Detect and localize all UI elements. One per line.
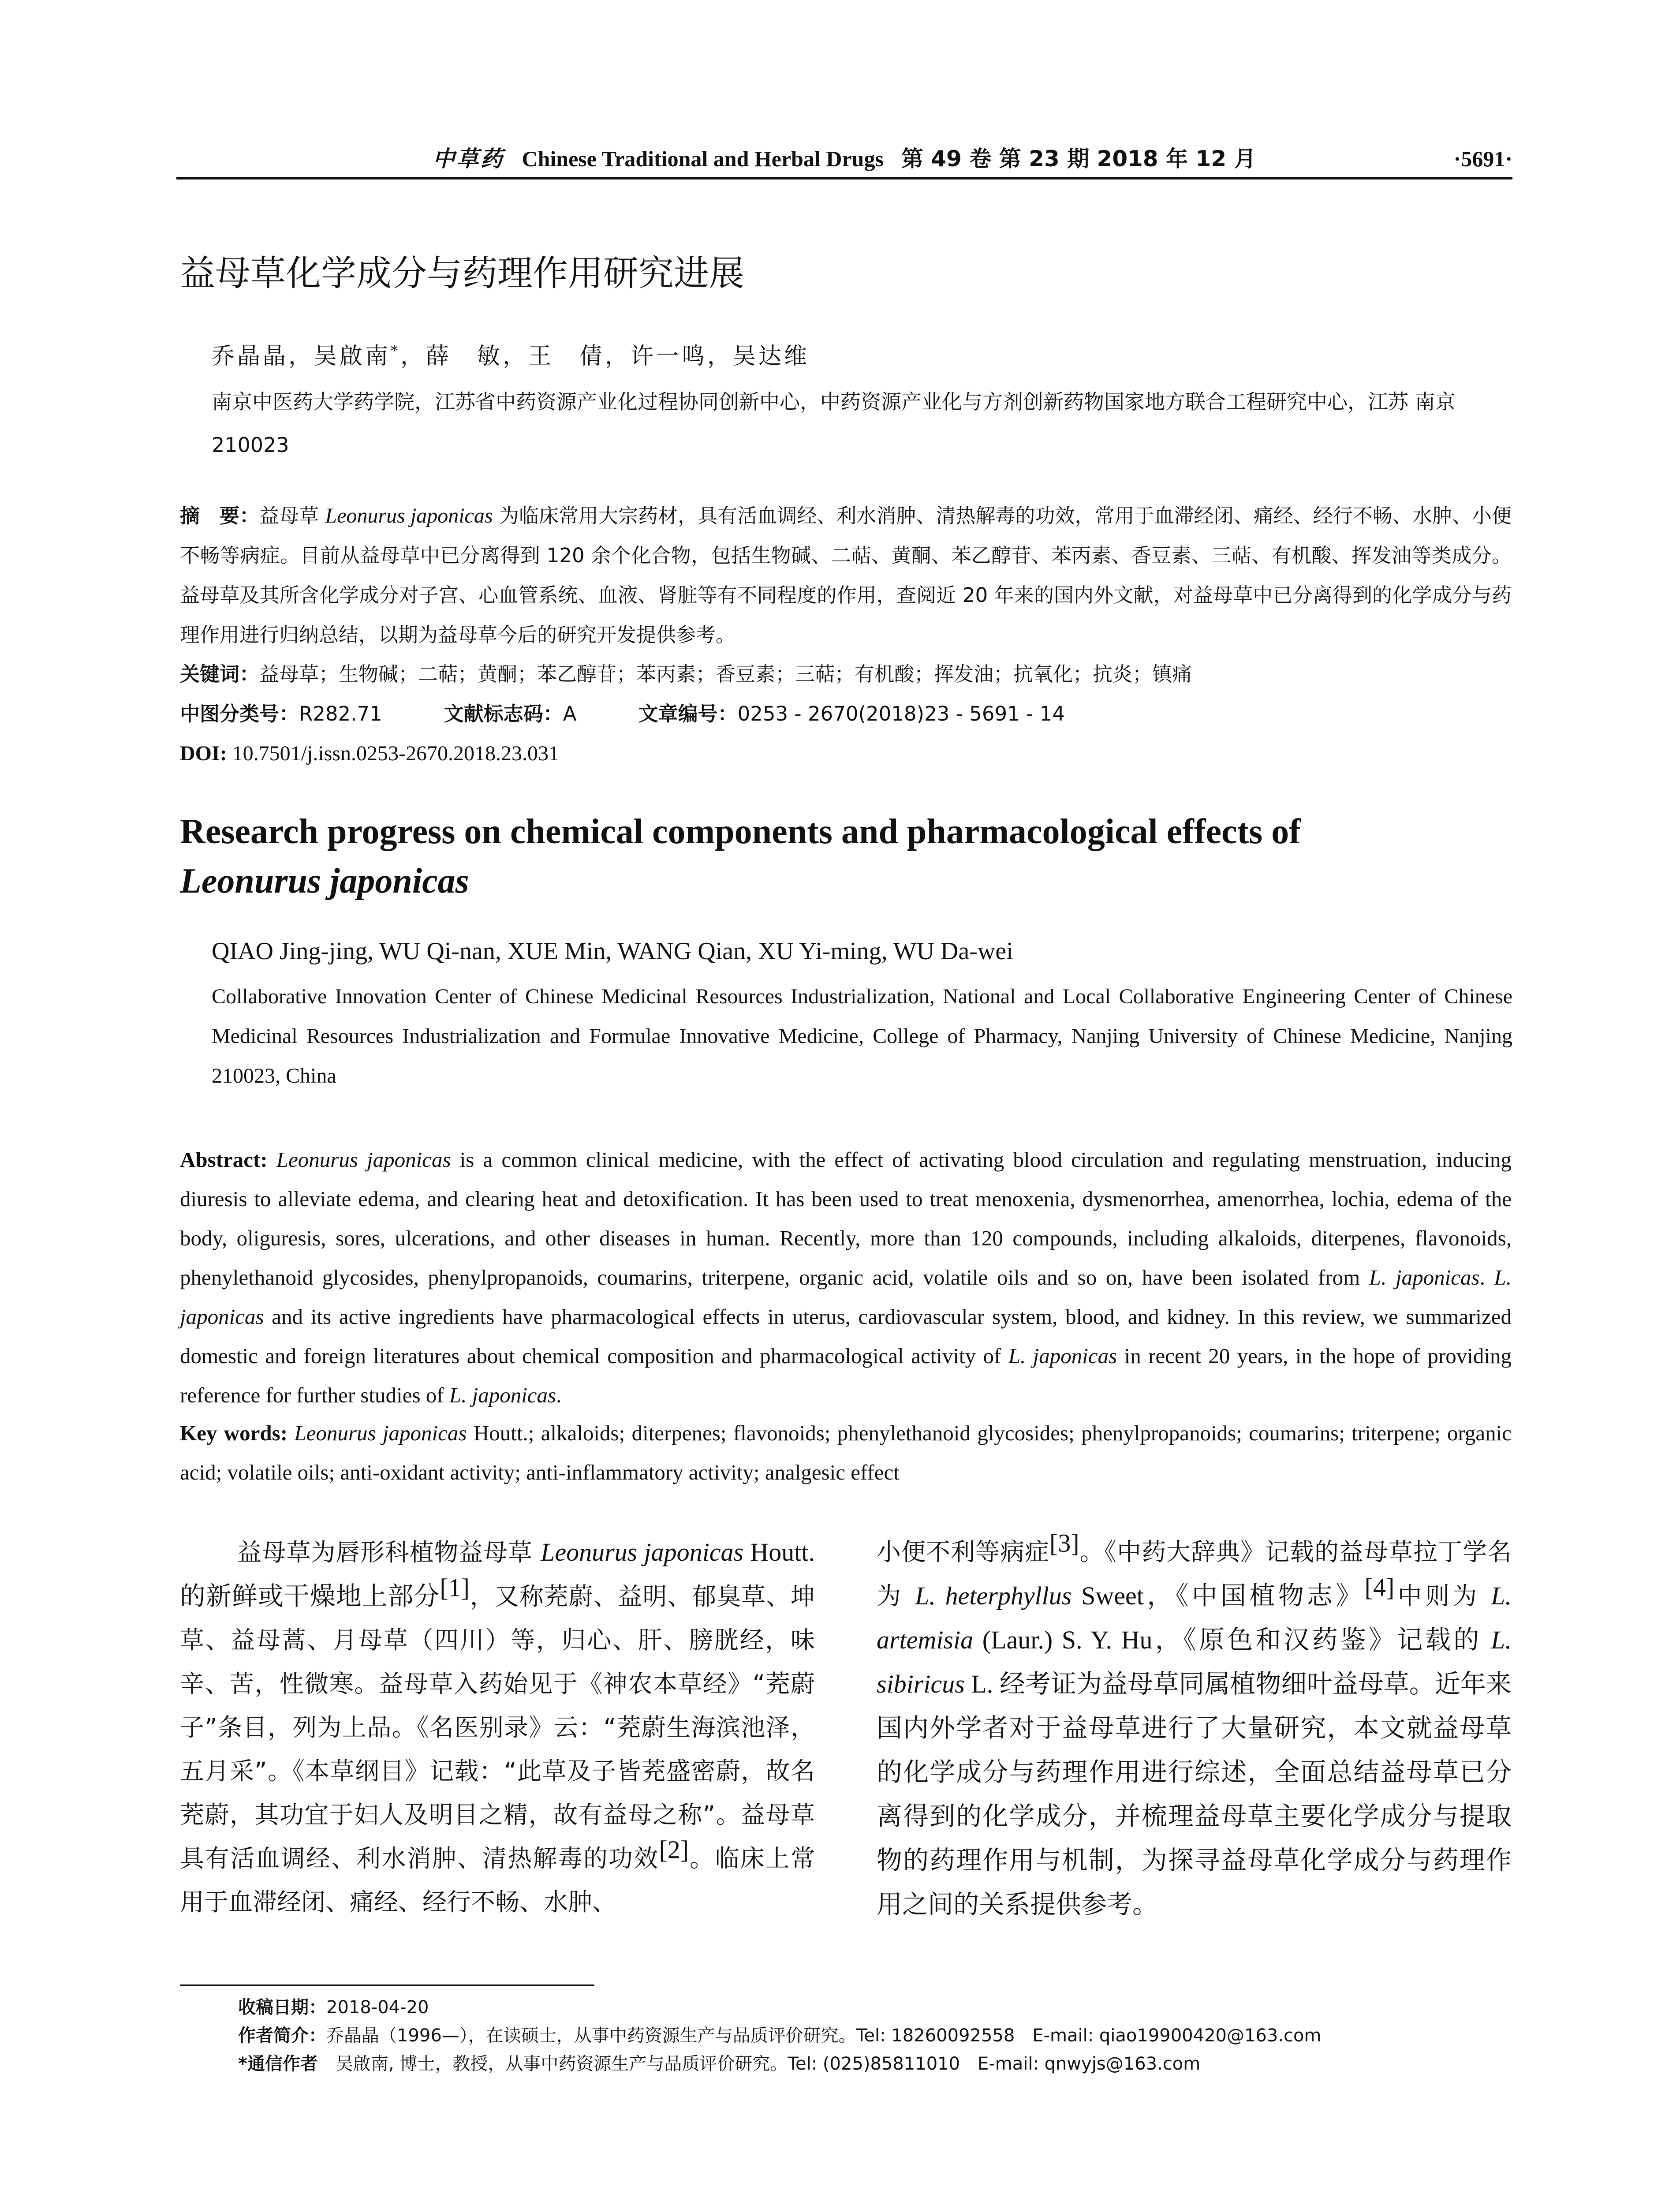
body-text: 益母草为唇形科植物益母草 (237, 1538, 541, 1566)
keywords-cn-text: 益母草；生物碱；二萜；黄酮；苯乙醇苷；苯丙素；香豆素；三萜；有机酸；挥发油；抗氧化；抗炎；镇痛 (259, 662, 1192, 686)
doi-label: DOI: (180, 742, 227, 765)
body-text: 。《中药大辞典》记载的益母草拉丁学名为 (877, 1538, 1512, 1610)
title-en-line1: Research progress on chemical components and pharmacological effects of (180, 812, 1301, 851)
keywords-cn (180, 654, 1512, 694)
article-number-value: 0253 - 2670(2018)23 - 5691 - 14 (737, 702, 1065, 725)
doi-value[interactable]: 10.7501/j.issn.0253-2670.2018.23.031 (227, 742, 560, 765)
running-header-journal (176, 141, 1512, 176)
abstract-en-text: and its active ingredients have pharmacological effects in uterus, cardiovascular system, blood, and kidney. In this review, we summarized domestic and foreign literatures about chemical composition and pharmacological activity of (180, 1304, 1512, 1368)
doi (180, 734, 559, 774)
citation-ref[interactable]: [2] (659, 1835, 689, 1864)
authors-cn-part2: ，薛 敏，王 倩，许一鸣，吴达维 (400, 343, 810, 370)
body-text: L. 经考证为益母草同属植物细叶益母草。近年来国内外学者对于益母草进行了大量研究，本文就益母草的化学成分与药理作用进行综述，全面总结益母草已分离得到的化学成分，并梳理益母草主要化学成分与提取物的药理作用与机制，为探寻益母草化学成分与药理作用之间的关系提供参考。 (877, 1670, 1512, 1919)
article-title-cn: 益母草化学成分与药理作用研究进展 (180, 253, 744, 294)
latin-name: Leonurus japonicas (541, 1538, 744, 1566)
abstract-en-text: in recent 20 years, in the hope of providing reference for further studies of (180, 1344, 1512, 1407)
body-text: 中则为 (1394, 1582, 1491, 1610)
body-text: ，又称茺蔚、益明、郁臭草、坤草、益母蒿、月母草（四川）等，归心、肝、膀胱经，味辛、苦，性微寒。益母草入药始见于《神农本草经》“茺蔚子”条目，列为上品。《名医别录》云：“茺蔚生海滨池泽，五月采”。《本草纲目》记载：“此草及子皆茺盛密蔚，故名茺蔚，其功宜于妇人及明目之精，故有益母之称”。益母草具有活血调经、利水消肿、清热解毒的功效 (180, 1582, 815, 1872)
journal-name-cn: 中草药 (433, 146, 504, 172)
body-text: 小便不利等病症 (877, 1538, 1049, 1566)
footnote-text: 乔晶晶（1996—），在读硕士，从事中药资源生产与品质评价研究。Tel: 18260092558 E-mail: qiao19900420@163.com (326, 2026, 1322, 2046)
abstract-en-text: is a common clinical medicine, with the effect of activating blood circulation and regulating menstruation, inducing diuresis to alleviate edema, and clearing heat and detoxification. It has been used to treat menoxenia, dysmenorrhea, amenorrhea, lochia, edema of the body, oliguresis, sores, ulcerations, and other diseases in human. Recently, more than 120 compounds, including alkaloids, diterpenes, flavonoids, phenylethanoid glycosides, phenylpropanoids, coumarins, triterpene, organic acid, volatile oils and so on, have been isolated from (180, 1147, 1512, 1289)
abstract-cn-label: 摘 要： (180, 504, 260, 527)
abstract-en-text: . (556, 1383, 562, 1407)
issue-info: 第 49 卷 第 23 期 2018 年 12 月 (901, 146, 1256, 172)
latin-name: L. japonicas (1369, 1265, 1480, 1289)
latin-name: L. japonicas (1008, 1344, 1117, 1368)
page-number: ·5691· (1453, 146, 1512, 171)
clc-value: R282.71 (299, 702, 382, 725)
title-en-line2: Leonurus japonicas (180, 862, 469, 901)
classification-line (180, 694, 1065, 734)
journal-name-en: Chinese Traditional and Herbal Drugs (522, 146, 884, 171)
footnote-label: 收稿日期： (238, 1997, 326, 2018)
article-title-en (180, 807, 1525, 906)
latin-name: Leonurus japonicas (294, 1421, 467, 1445)
corresponding-mark: * (391, 342, 401, 359)
citation-ref[interactable]: [3] (1049, 1529, 1079, 1558)
abstract-cn-text: 益母草 (259, 504, 325, 527)
footnote-corresponding (238, 2050, 1517, 2078)
keywords-cn-label: 关键词： (180, 662, 260, 686)
keywords-en (180, 1413, 1512, 1492)
affiliation-cn: 南京中医药大学药学院，江苏省中药资源产业化过程协同创新中心，中药资源产业化与方剂创新药物国家地方联合工程研究中心，江苏 南京 210023 (212, 390, 1476, 457)
body-text: 。临床上常用于血滞经闭、痛经、经行不畅、水肿、 (180, 1844, 815, 1916)
body-column-left (180, 1530, 815, 1924)
citation-ref[interactable]: [1] (440, 1573, 470, 1602)
doc-code-label: 文献标志码： (444, 702, 563, 725)
footnote-text: 2018-04-20 (326, 1997, 429, 2018)
running-header (176, 141, 1512, 176)
doc-code-value: A (563, 702, 577, 725)
footnote-text: 吴啟南, 博士，教授，从事中药资源生产与品质评价研究。Tel: (025)85811010 E-mail: qnwyjs@163.com (317, 2054, 1201, 2074)
article-number-label: 文章编号： (638, 702, 738, 725)
latin-name: L. japonicas (449, 1383, 556, 1407)
authors-en: QIAO Jing-jing, WU Qi-nan, XUE Min, WANG Qian, XU Yi-ming, WU Da-wei (212, 938, 1013, 965)
keywords-en-label: Key words: (180, 1421, 288, 1445)
authors-cn-part1: 乔晶晶，吴啟南 (212, 343, 391, 370)
authors-cn (212, 337, 810, 370)
citation-ref[interactable]: [4] (1364, 1573, 1395, 1602)
body-text: (Laur.) S. Y. Hu，《原色和汉药鉴》记载的 (973, 1626, 1491, 1654)
header-rule (176, 177, 1512, 179)
footnote-rule (180, 1984, 594, 1986)
footnote-received (238, 1993, 1517, 2022)
keywords-en-text: Houtt.; alkaloids; diterpenes; flavonoids; phenylethanoid glycosides; phenylpropanoids; coumarins; triterpene; organic acid; volatile oils; anti-oxidant activity; anti-inflammatory activity; analgesic effect (180, 1421, 1512, 1484)
footnote-label: *通信作者 (238, 2054, 318, 2074)
abstract-en (180, 1140, 1512, 1415)
latin-name: L. japonicas (180, 1265, 1512, 1329)
footnotes (238, 1993, 1517, 2078)
abstract-cn-text: 为临床常用大宗药材，具有活血调经、利水消肿、清热解毒的功效，常用于血滞经闭、痛经、经行不畅、水肿、小便不畅等病症。目前从益母草中已分离得到 120 余个化合物，包括生物碱、二萜、黄酮、苯乙醇苷、苯丙素、香豆素、三萜、有机酸、挥发油等类成分。益母草及其所含化学成分对子宫、心血管系统、血液、肾脏等有不同程度的作用，查阅近 20 年来的国内外文献，对益母草中已分离得到的化学成分与药理作用进行归纳总结，以期为益母草今后的研究开发提供参考。 (180, 504, 1512, 647)
latin-name: L. sibiricus (877, 1626, 1512, 1698)
latin-name: L. artemisia (877, 1581, 1512, 1654)
body-text: Houtt. 的新鲜或干燥地上部分 (180, 1538, 815, 1611)
clc-label: 中图分类号： (180, 702, 299, 725)
body-column-right (877, 1530, 1512, 1927)
footnote-label: 作者简介： (238, 2026, 326, 2046)
latin-name: Leonurus japonicas (325, 504, 493, 527)
latin-name: L. heterphyllus (915, 1581, 1072, 1610)
abstract-en-text: . (1479, 1265, 1494, 1289)
affiliation-en: Collaborative Innovation Center of Chinese Medicinal Resources Industrialization, National and Local Collaborative Engineering Center of Chinese Medicinal Resources Industrialization and Formulae Innovative Medicine, College of Pharmacy, Nanjing University of Chinese Medicine, Nanjing 210023, China (212, 985, 1512, 1088)
latin-name: Leonurus japonicas (276, 1147, 451, 1172)
abstract-cn (180, 496, 1512, 655)
body-text: Sweet，《中国植物志》 (1071, 1581, 1365, 1610)
footnote-author (238, 2022, 1517, 2050)
abstract-en-label: Abstract: (180, 1147, 268, 1172)
